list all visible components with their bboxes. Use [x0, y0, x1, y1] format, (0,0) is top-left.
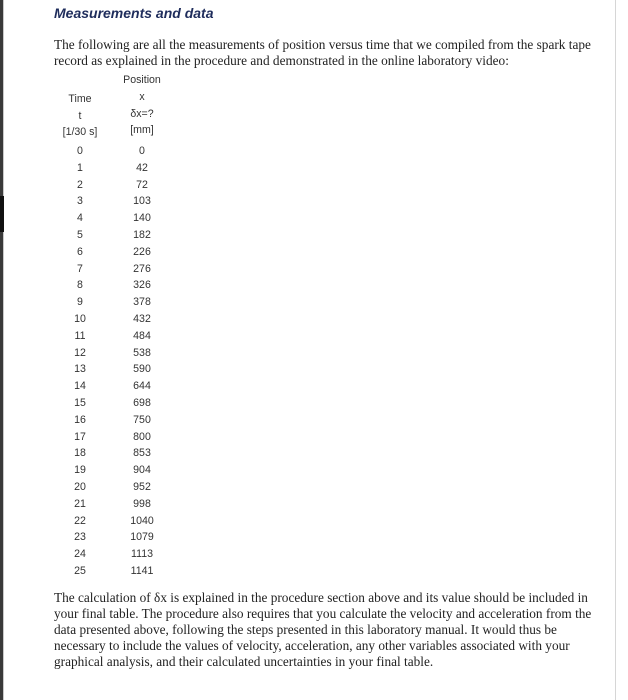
table-row — [54, 193, 174, 210]
table-row — [54, 244, 174, 261]
position-cell: 103 — [133, 195, 151, 208]
page-border — [615, 0, 616, 700]
time-cell: 0 — [77, 145, 83, 157]
position-cell: 853 — [133, 447, 151, 460]
time-cell: 11 — [74, 329, 86, 342]
table-row — [54, 328, 174, 345]
position-cell: 698 — [133, 396, 151, 409]
position-cell: 952 — [133, 480, 151, 493]
position-unit: [mm] — [130, 124, 154, 136]
outro-paragraph: The calculation of δx is explained in the procedure section above and its value should be included in your final table. The procedure also requires that you calculate the velocity and acceleration from the data presented above, following the steps presented in this laboratory manual. It would thus be necessary to include the values of velocity, acceleration, any other variables associated with your graphical analysis, and their calculated uncertainties in your final table. — [54, 590, 592, 669]
time-cell: 6 — [77, 245, 83, 258]
position-cell: 750 — [133, 413, 151, 426]
position-header: Position — [123, 74, 161, 86]
table-row — [54, 294, 174, 311]
position-cell: 378 — [133, 296, 151, 309]
time-cell: 21 — [74, 497, 86, 510]
x-symbol: x — [139, 91, 145, 103]
table-row — [54, 311, 174, 328]
time-cell: 19 — [74, 464, 86, 477]
table-row — [54, 345, 174, 362]
position-cell: 998 — [133, 497, 151, 510]
table-row — [54, 563, 174, 580]
time-cell: 22 — [74, 514, 86, 527]
table-row — [54, 210, 174, 227]
time-cell: 2 — [77, 178, 83, 191]
time-cell: 17 — [74, 430, 86, 443]
position-cell: 1040 — [130, 514, 154, 527]
table-row — [54, 227, 174, 244]
position-cell: 140 — [133, 212, 151, 225]
position-cell: 644 — [133, 380, 151, 393]
scroll-marker — [0, 196, 4, 232]
table-row — [54, 412, 174, 429]
position-cell: 182 — [133, 228, 151, 241]
position-cell: 226 — [133, 245, 151, 258]
table-body — [54, 143, 174, 580]
t-symbol: t — [78, 110, 82, 122]
table-row — [54, 378, 174, 395]
position-cell: 42 — [136, 161, 148, 174]
table-row — [54, 479, 174, 496]
section-title: Measurements and data — [54, 5, 214, 21]
table-row — [54, 160, 174, 177]
intro-paragraph: The following are all the measurements of position versus time that we compiled from the spark tape record as explained in the procedure and demonstrated in the online laboratory video: — [54, 37, 591, 68]
time-cell: 13 — [74, 363, 86, 376]
position-cell: 800 — [133, 430, 151, 443]
time-cell: 7 — [77, 262, 83, 275]
position-cell: 326 — [133, 279, 151, 292]
time-cell: 8 — [77, 279, 83, 292]
time-cell: 24 — [74, 548, 86, 561]
position-cell: 538 — [133, 346, 151, 359]
position-cell: 484 — [133, 329, 151, 342]
time-cell: 3 — [77, 195, 83, 208]
window-left-edge — [0, 0, 6, 700]
table-row — [54, 462, 174, 479]
time-header: Time — [68, 93, 92, 105]
table-row — [54, 429, 174, 446]
table-row — [54, 445, 174, 462]
position-cell: 590 — [133, 363, 151, 376]
time-cell: 14 — [74, 380, 86, 393]
table-row — [54, 277, 174, 294]
position-cell: 72 — [136, 178, 148, 191]
table-row — [54, 546, 174, 563]
time-cell: 1 — [77, 161, 83, 174]
time-unit: [1/30 s] — [62, 126, 98, 138]
time-cell: 9 — [77, 296, 83, 309]
position-cell: 1141 — [130, 564, 154, 577]
table-row — [54, 261, 174, 278]
position-cell: 276 — [133, 262, 151, 275]
time-cell: 10 — [74, 312, 86, 325]
time-cell: 20 — [74, 480, 86, 493]
table-row — [54, 496, 174, 513]
position-cell: 1113 — [131, 548, 153, 561]
time-cell: 5 — [77, 228, 83, 241]
time-cell: 18 — [74, 447, 86, 460]
table-row — [54, 529, 174, 546]
position-cell: 1079 — [130, 531, 154, 544]
table-row — [54, 513, 174, 530]
dx-label: δx=? — [130, 108, 154, 120]
table-row — [54, 395, 174, 412]
time-cell: 16 — [74, 413, 86, 426]
table-row — [54, 143, 174, 160]
time-cell: 12 — [74, 346, 86, 359]
position-cell: 904 — [133, 464, 151, 477]
time-cell: 4 — [77, 212, 83, 225]
time-cell: 25 — [74, 564, 86, 577]
table-row — [54, 361, 174, 378]
position-cell: 432 — [133, 312, 151, 325]
time-cell: 23 — [74, 531, 86, 544]
position-cell: 0 — [139, 145, 145, 157]
time-cell: 15 — [74, 396, 86, 409]
table-row — [54, 177, 174, 194]
